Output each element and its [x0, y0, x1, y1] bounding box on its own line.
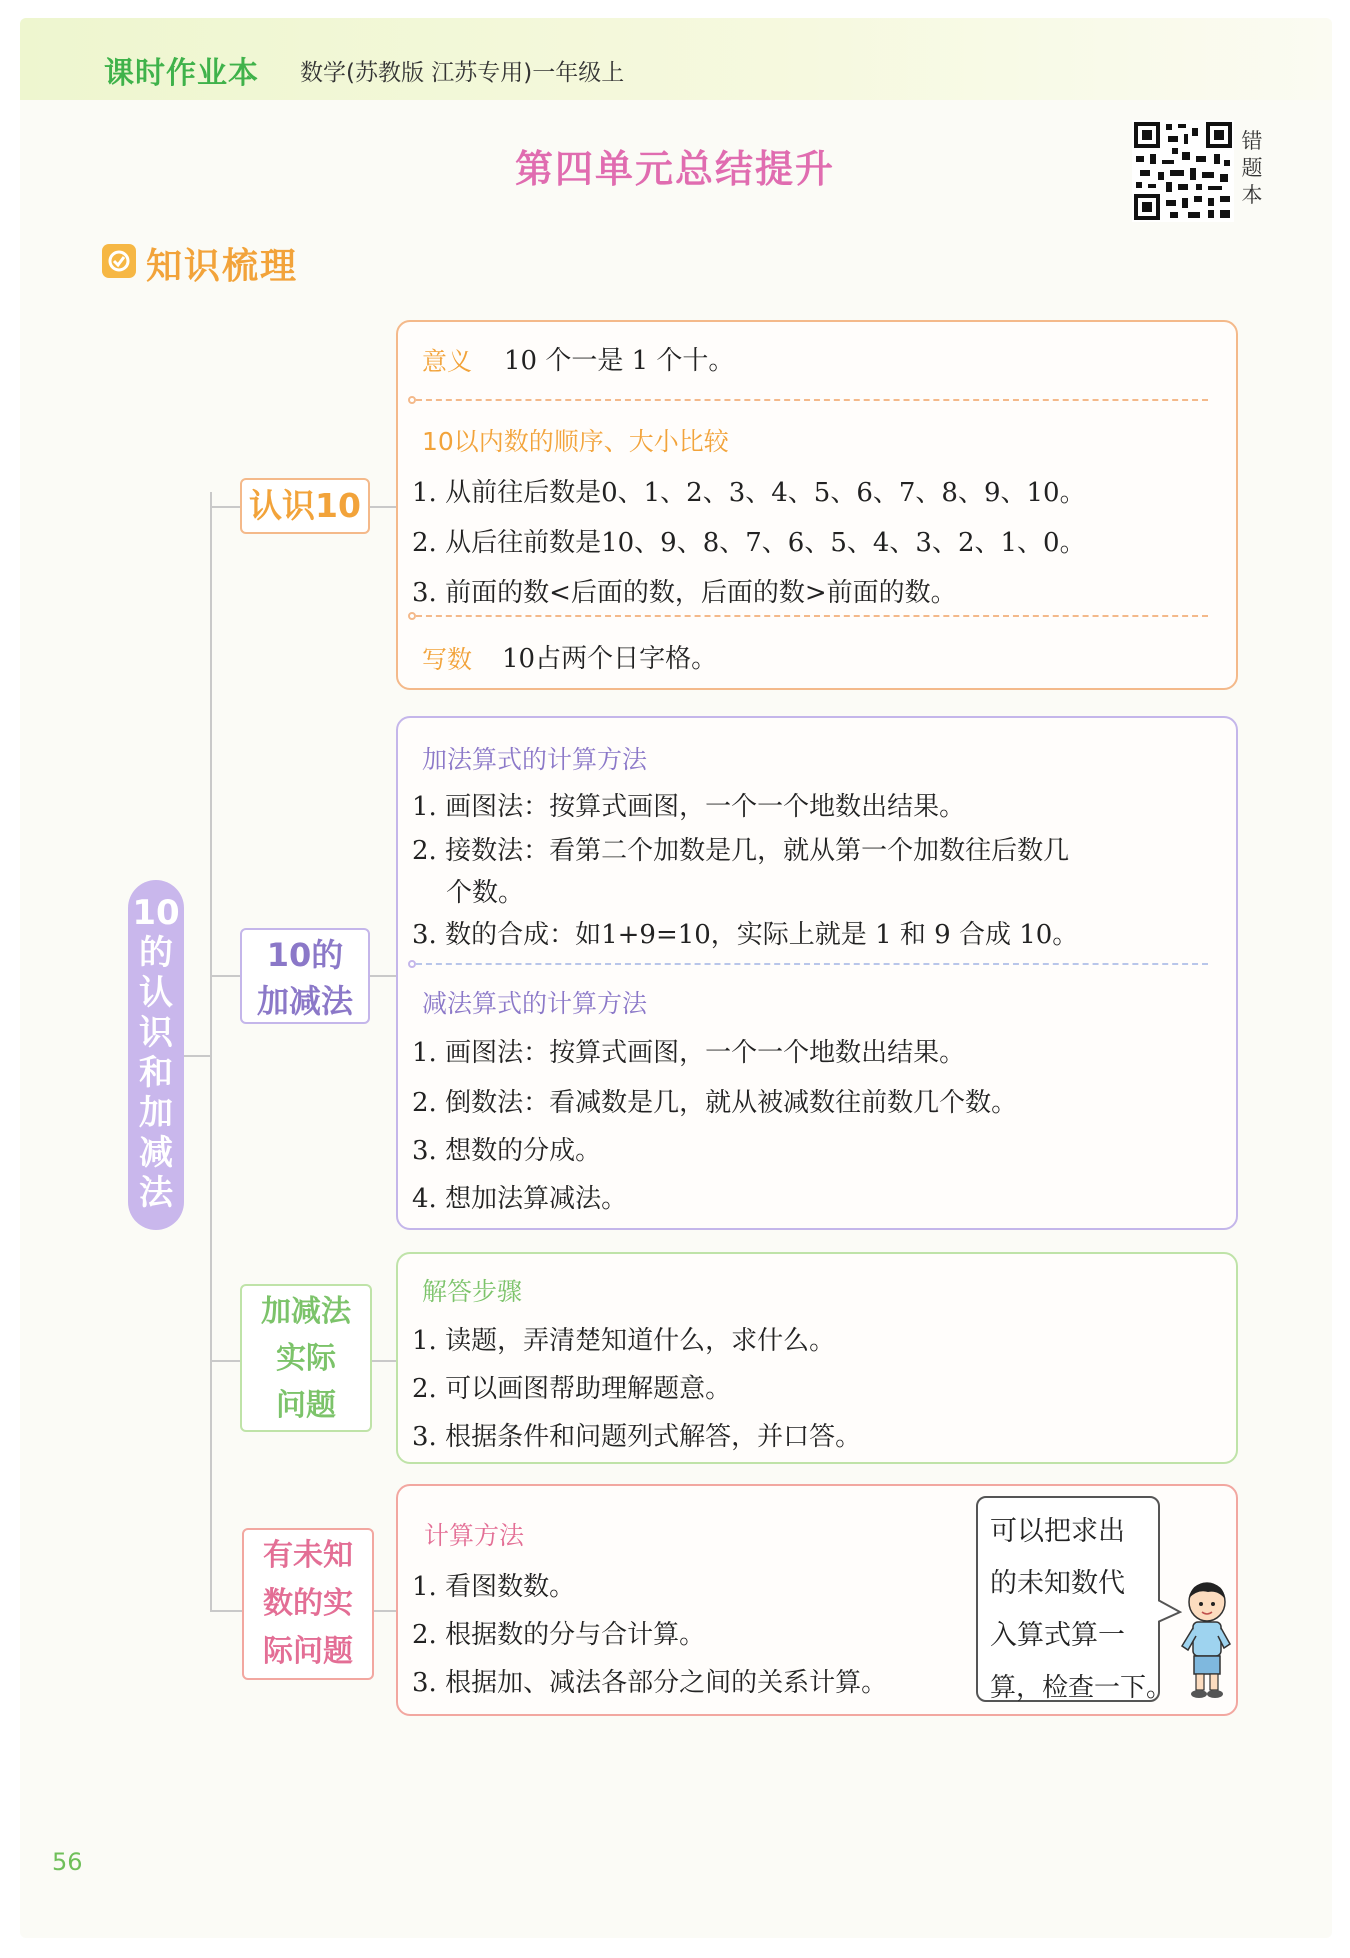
root-topic-char: 和 — [139, 1053, 173, 1093]
root-topic-char: 的 — [139, 933, 173, 973]
text-line: 1. 画图法：按算式画图，一个一个地数出结果。 — [412, 792, 966, 822]
box-connector — [370, 506, 398, 508]
qr-code-icon[interactable] — [1132, 120, 1234, 222]
speech-bubble-text — [990, 1506, 1173, 1714]
section-icon — [102, 244, 136, 278]
divider-dot — [408, 960, 416, 968]
bubble-line: 可以把求出 — [990, 1516, 1125, 1547]
page-number: 56 — [52, 1848, 83, 1876]
text-line: 3. 根据条件和问题列式解答，并口答。 — [412, 1422, 862, 1452]
divider — [416, 399, 1208, 401]
branch-connector — [210, 1610, 244, 1612]
group-heading: 计算方法 — [424, 1521, 525, 1550]
text-line: 1. 读题，弄清楚知道什么，求什么。 — [412, 1326, 836, 1356]
group-heading: 加法算式的计算方法 — [422, 745, 648, 774]
bubble-line: 算，检查一下。 — [990, 1673, 1173, 1703]
branch-label-unknown-problems — [242, 1528, 374, 1680]
branch-label-recognize-10 — [240, 478, 370, 534]
branch-label-text: 际问题 — [263, 1634, 353, 1669]
bubble-line: 的未知数代 — [990, 1568, 1125, 1599]
unit-title: 第四单元总结提升 — [514, 147, 835, 191]
text-line: 1. 从前往后数是0、1、2、3、4、5、6、7、8、9、10。 — [412, 478, 1086, 508]
branch-label-text: 实际 — [276, 1341, 336, 1376]
text-line: 2. 从后往前数是10、9、8、7、6、5、4、3、2、1、0。 — [412, 528, 1086, 558]
text-line: 1. 画图法：按算式画图，一个一个地数出结果。 — [412, 1038, 966, 1068]
text-line: 个数。 — [446, 878, 525, 908]
branch-label-add-sub — [240, 928, 370, 1024]
text-line: 2. 倒数法：看减数是几，就从被减数往前数几个数。 — [412, 1088, 1018, 1118]
divider — [416, 615, 1208, 617]
group-heading: 解答步骤 — [422, 1277, 523, 1306]
branch-label-text: 问题 — [276, 1388, 336, 1423]
root-topic-char: 10 — [132, 893, 180, 933]
branch-label-text: 10的 — [266, 936, 344, 974]
group-inline-text: 10占两个日字格。 — [502, 644, 718, 674]
branch-label-text: 有未知 — [263, 1538, 353, 1573]
divider-dot — [408, 396, 416, 404]
root-topic — [128, 893, 184, 1213]
qr-label — [1238, 128, 1266, 209]
branch-connector — [210, 975, 240, 977]
branch-label-text: 加减法 — [261, 1294, 351, 1329]
qr-label-char: 题 — [1241, 156, 1263, 180]
box-connector — [370, 975, 398, 977]
qr-label-char: 本 — [1241, 183, 1263, 207]
bubble-line: 入算式算一 — [990, 1620, 1125, 1651]
branch-label-text: 加减法 — [256, 982, 353, 1020]
root-topic-char: 减 — [139, 1133, 173, 1173]
box-connector — [374, 1610, 398, 1612]
text-line: 2. 可以画图帮助理解题意。 — [412, 1374, 732, 1404]
text-line: 3. 前面的数<后面的数，后面的数>前面的数。 — [412, 578, 957, 608]
group-heading: 10以内数的顺序、大小比较 — [422, 427, 729, 456]
root-topic-char: 法 — [139, 1173, 173, 1213]
subject-info: 数学(苏教版 江苏专用)一年级上 — [300, 60, 625, 86]
box-word-problems — [396, 1252, 1238, 1464]
root-topic-char: 加 — [139, 1093, 173, 1133]
branch-label-text: 数的实 — [263, 1586, 353, 1621]
root-topic-char: 识 — [139, 1013, 173, 1053]
group-heading: 减法算式的计算方法 — [422, 989, 648, 1018]
text-line: 4. 想加法算减法。 — [412, 1184, 628, 1214]
box-add-sub — [396, 716, 1238, 1230]
speech-bubble — [976, 1496, 1173, 1703]
text-line: 1. 看图数数。 — [412, 1572, 576, 1602]
text-line: 2. 接数法：看第二个加数是几，就从第一个加数往后数几 — [412, 836, 1070, 866]
box-recognize-10 — [396, 320, 1238, 690]
divider-dot — [408, 612, 416, 620]
section-title: 知识梳理 — [146, 246, 299, 287]
group-inline-text: 10 个一是 1 个十。 — [504, 346, 735, 376]
branch-label-word-problems — [240, 1284, 372, 1432]
text-line: 3. 数的合成：如1+9=10，实际上就是 1 和 9 合成 10。 — [412, 920, 1079, 950]
branch-connector — [210, 1360, 242, 1362]
text-line: 3. 想数的分成。 — [412, 1136, 602, 1166]
text-line: 3. 根据加、减法各部分之间的关系计算。 — [412, 1668, 888, 1698]
box-connector — [372, 1360, 398, 1362]
group-heading: 写数 — [422, 645, 473, 674]
branch-connector — [210, 506, 240, 508]
branch-label-text: 认识10 — [249, 486, 361, 525]
tree-trunk — [210, 492, 212, 1612]
text-line: 2. 根据数的分与合计算。 — [412, 1620, 706, 1650]
root-topic-char: 认 — [139, 973, 173, 1013]
divider — [416, 963, 1208, 965]
boy-character-icon — [1178, 1580, 1236, 1702]
brand-title: 课时作业本 — [104, 56, 259, 91]
qr-label-char: 错 — [1241, 129, 1263, 153]
group-heading: 意义 — [422, 347, 473, 376]
root-connector — [184, 1055, 212, 1057]
